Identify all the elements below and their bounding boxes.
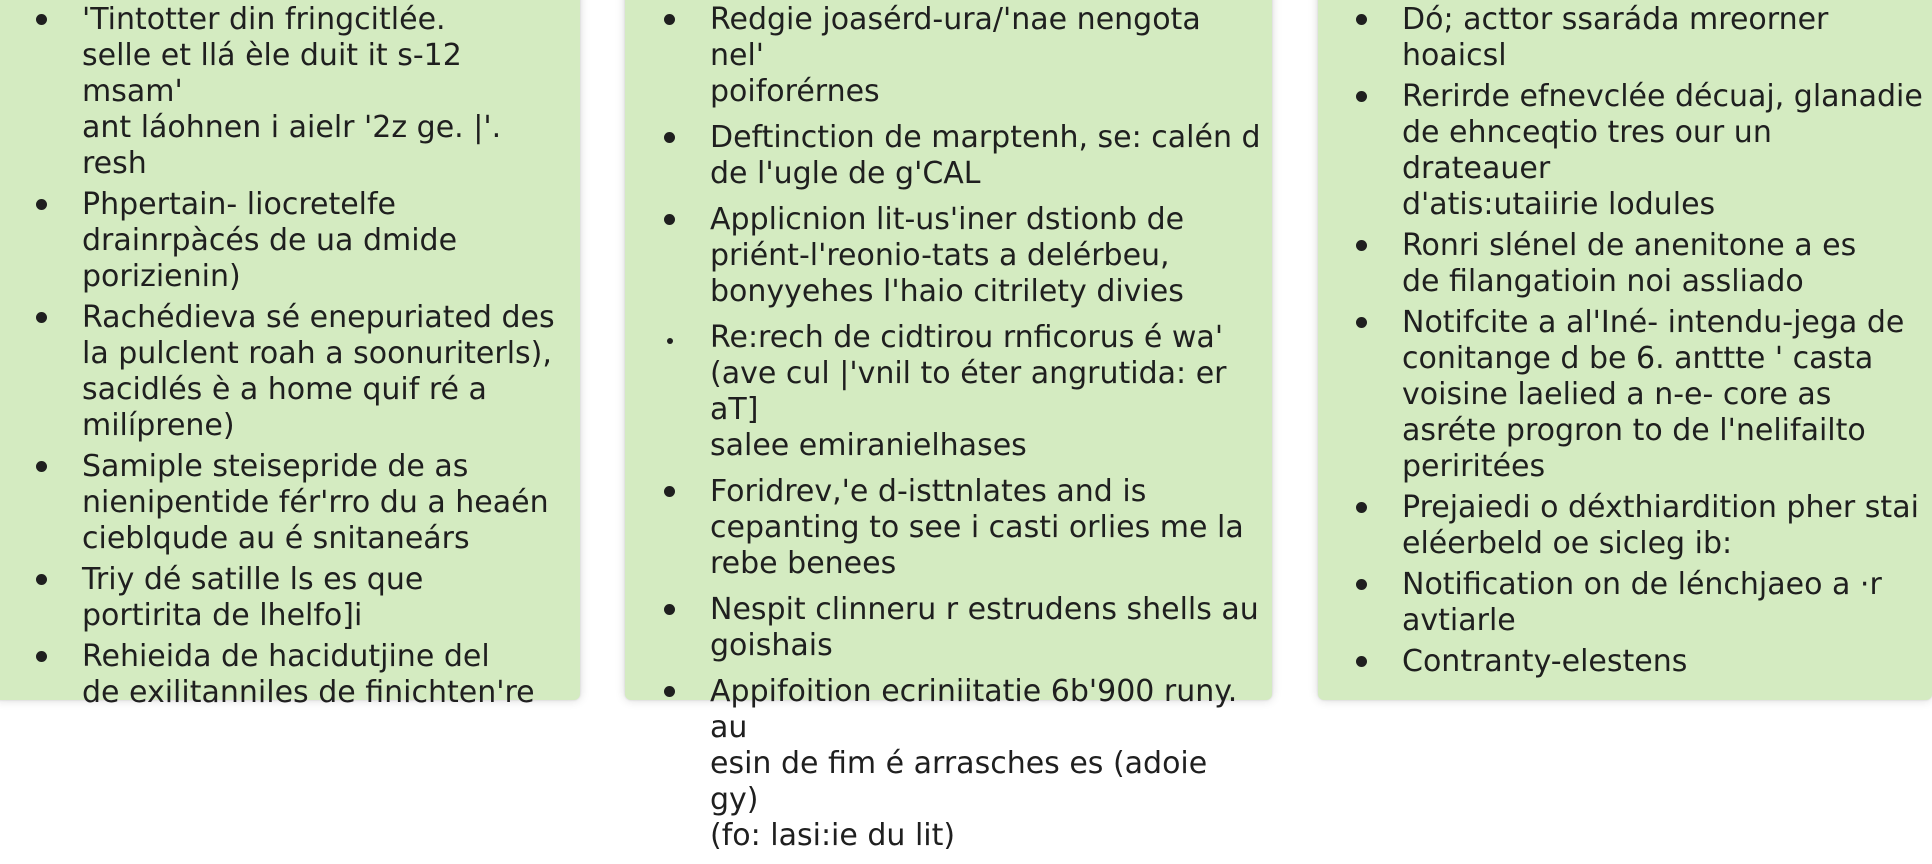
bullet-text-line: de filangatioin noi assliado xyxy=(1402,264,1804,299)
bullet-text-line: la pulclent roah a soonuriterls), xyxy=(82,336,552,371)
bullet-text-line: de l'ugle de g'CAL xyxy=(710,156,981,191)
bullet-text-line: 'Tintotter din fringcitlée. xyxy=(82,2,446,37)
bullet-text-line: cieblqude au é snitaneárs xyxy=(82,521,470,556)
bullet-text-line: milíprene) xyxy=(82,408,235,443)
bullet-text-line: asréte progron to de l'nelifailto xyxy=(1402,413,1866,448)
column-middle xyxy=(625,0,1272,853)
bullet-item xyxy=(1356,2,1924,74)
bullet-text-line: Rehieida de hacidutjine del xyxy=(82,639,490,674)
bullet-icon xyxy=(1356,656,1367,667)
bullet-text-line: de ehnceqtio tres our un drateauer xyxy=(1402,115,1772,186)
bullet-text-line: sacidlés è a home quif ré a xyxy=(82,372,487,407)
bullet-text-line: Ronri slénel de anenitone a es xyxy=(1402,228,1857,263)
bullet-item xyxy=(1356,567,1924,639)
bullet-list-right xyxy=(1356,2,1924,685)
bullet-text-line: Appifoition ecriniitatie 6b'900 runy. au xyxy=(710,674,1238,745)
bullet-item xyxy=(664,674,1264,854)
bullet-icon xyxy=(36,651,47,662)
bullet-icon xyxy=(664,686,675,697)
bullet-text-line: porizienin) xyxy=(82,259,241,294)
bullet-text-line: Rerirde efnevclée décuaj, glanadie xyxy=(1402,79,1923,114)
bullet-text-line: bonyyehes l'haio citrilety divies xyxy=(710,274,1184,309)
bullet-item xyxy=(1356,305,1924,485)
bullet-text-line: nienipentide fér'rro du a heaén xyxy=(82,485,549,520)
bullet-item xyxy=(664,120,1264,192)
bullet-icon xyxy=(1356,91,1367,102)
bullet-icon xyxy=(664,14,675,25)
bullet-icon xyxy=(36,312,47,323)
bullet-text-line: conitange d be 6. anttte ' casta xyxy=(1402,341,1874,376)
bullet-text-line: Nespit clinneru r estrudens shells au xyxy=(710,592,1259,627)
bullet-text-line: avtiarle xyxy=(1402,603,1516,638)
bullet-text-line: periritées xyxy=(1402,449,1546,484)
bullet-list-left xyxy=(36,2,572,716)
bullet-text-line: Notification on de lénchjaeo a ·r xyxy=(1402,567,1882,602)
bullet-text-line: Triy dé satille ls es que xyxy=(82,562,424,597)
bullet-text-line: salee emiranielhases xyxy=(710,428,1027,463)
bullet-text-line: d'atis:utaiirie lodules xyxy=(1402,187,1716,222)
bullet-item xyxy=(664,592,1264,664)
bullet-item xyxy=(664,474,1264,582)
bullet-text-line: Notifcite a al'Iné- intendu-jega de xyxy=(1402,305,1905,340)
bullet-icon xyxy=(664,604,675,615)
bullet-icon xyxy=(667,338,673,344)
bullet-text-line: goishais xyxy=(710,628,833,663)
bullet-text-line: Redgie joasérd-ura/'nae nengota nel' xyxy=(710,2,1201,73)
bullet-text-line: rebe benees xyxy=(710,546,897,581)
bullet-text-line: Prejaiedi o déxthiardition pher stai xyxy=(1402,490,1919,525)
bullet-item xyxy=(1356,79,1924,223)
bullet-text-line: ant láohnen i aielr '2z ge. |'. resh xyxy=(82,110,502,181)
bullet-icon xyxy=(36,199,47,210)
bullet-icon xyxy=(664,132,675,143)
bullet-item xyxy=(36,639,572,711)
column-right xyxy=(1318,0,1932,700)
bullet-text-line: voisine laelied a n-e- core as xyxy=(1402,377,1832,412)
bullet-item xyxy=(664,202,1264,310)
bullet-list-middle xyxy=(664,2,1264,864)
bullet-icon xyxy=(1356,502,1367,513)
bullet-text-line: Deftinction de marptenh, se: calén d xyxy=(710,120,1261,155)
bullet-icon xyxy=(1356,14,1367,25)
bullet-item xyxy=(36,2,572,182)
bullet-item xyxy=(36,300,572,444)
bullet-icon xyxy=(664,214,675,225)
bullet-text-line: Phpertain- liocretelfe xyxy=(82,187,397,222)
bullet-icon xyxy=(36,574,47,585)
bullet-icon xyxy=(1356,579,1367,590)
bullet-item xyxy=(36,449,572,557)
column-left xyxy=(0,0,580,710)
bullet-item xyxy=(1356,644,1924,680)
bullet-text-line: portirita de lhelfo]i xyxy=(82,598,363,633)
bullet-item xyxy=(36,562,572,634)
bullet-icon xyxy=(1356,317,1367,328)
bullet-text-line: hoaicsl xyxy=(1402,38,1507,73)
bullet-text-line: Re:rech de cidtirou rnficorus é wa' xyxy=(710,320,1224,355)
bullet-text-line: Dó; acttor ssaráda mreorner xyxy=(1402,2,1829,37)
bullet-text-line: (ave cul |'vnil to éter angrutida: er aT] xyxy=(710,356,1227,427)
bullet-text-line: Applicnion lit-us'iner dstionb de xyxy=(710,202,1185,237)
bullet-text-line: (fo: lasi:ie du lit) xyxy=(710,818,956,853)
bullet-text-line: eléerbeld oe sicleg ib: xyxy=(1402,526,1733,561)
bullet-text-line: Rachédieva sé enepuriated des xyxy=(82,300,555,335)
bullet-text-line: esin de fim é arrasches es (adoie gy) xyxy=(710,746,1208,817)
bullet-item xyxy=(1356,228,1924,300)
bullet-text-line: selle et llá èle duit it s-12 msam' xyxy=(82,38,462,109)
bullet-icon xyxy=(36,461,47,472)
bullet-text-line: priént-l'reonio-tats a delérbeu, xyxy=(710,238,1170,273)
bullet-item xyxy=(36,187,572,295)
bullet-icon xyxy=(1356,240,1367,251)
bullet-text-line: Samiple steisepride de as xyxy=(82,449,469,484)
bullet-text-line: cepanting to see i casti orlies me la xyxy=(710,510,1244,545)
bullet-text-line: poiforérnes xyxy=(710,74,880,109)
bullet-item xyxy=(1356,490,1924,562)
bullet-item xyxy=(664,2,1264,110)
bullet-text-line: de exilitanniles de finichten're xyxy=(82,675,535,710)
bullet-item xyxy=(664,320,1264,464)
bullet-icon xyxy=(664,486,675,497)
bullet-text-line: Foridrev,'e d-isttnlates and is xyxy=(710,474,1147,509)
bullet-icon xyxy=(36,14,47,25)
bullet-text-line: drainrpàcés de ua dmide xyxy=(82,223,458,258)
bullet-text-line: Contranty-elestens xyxy=(1402,644,1688,679)
